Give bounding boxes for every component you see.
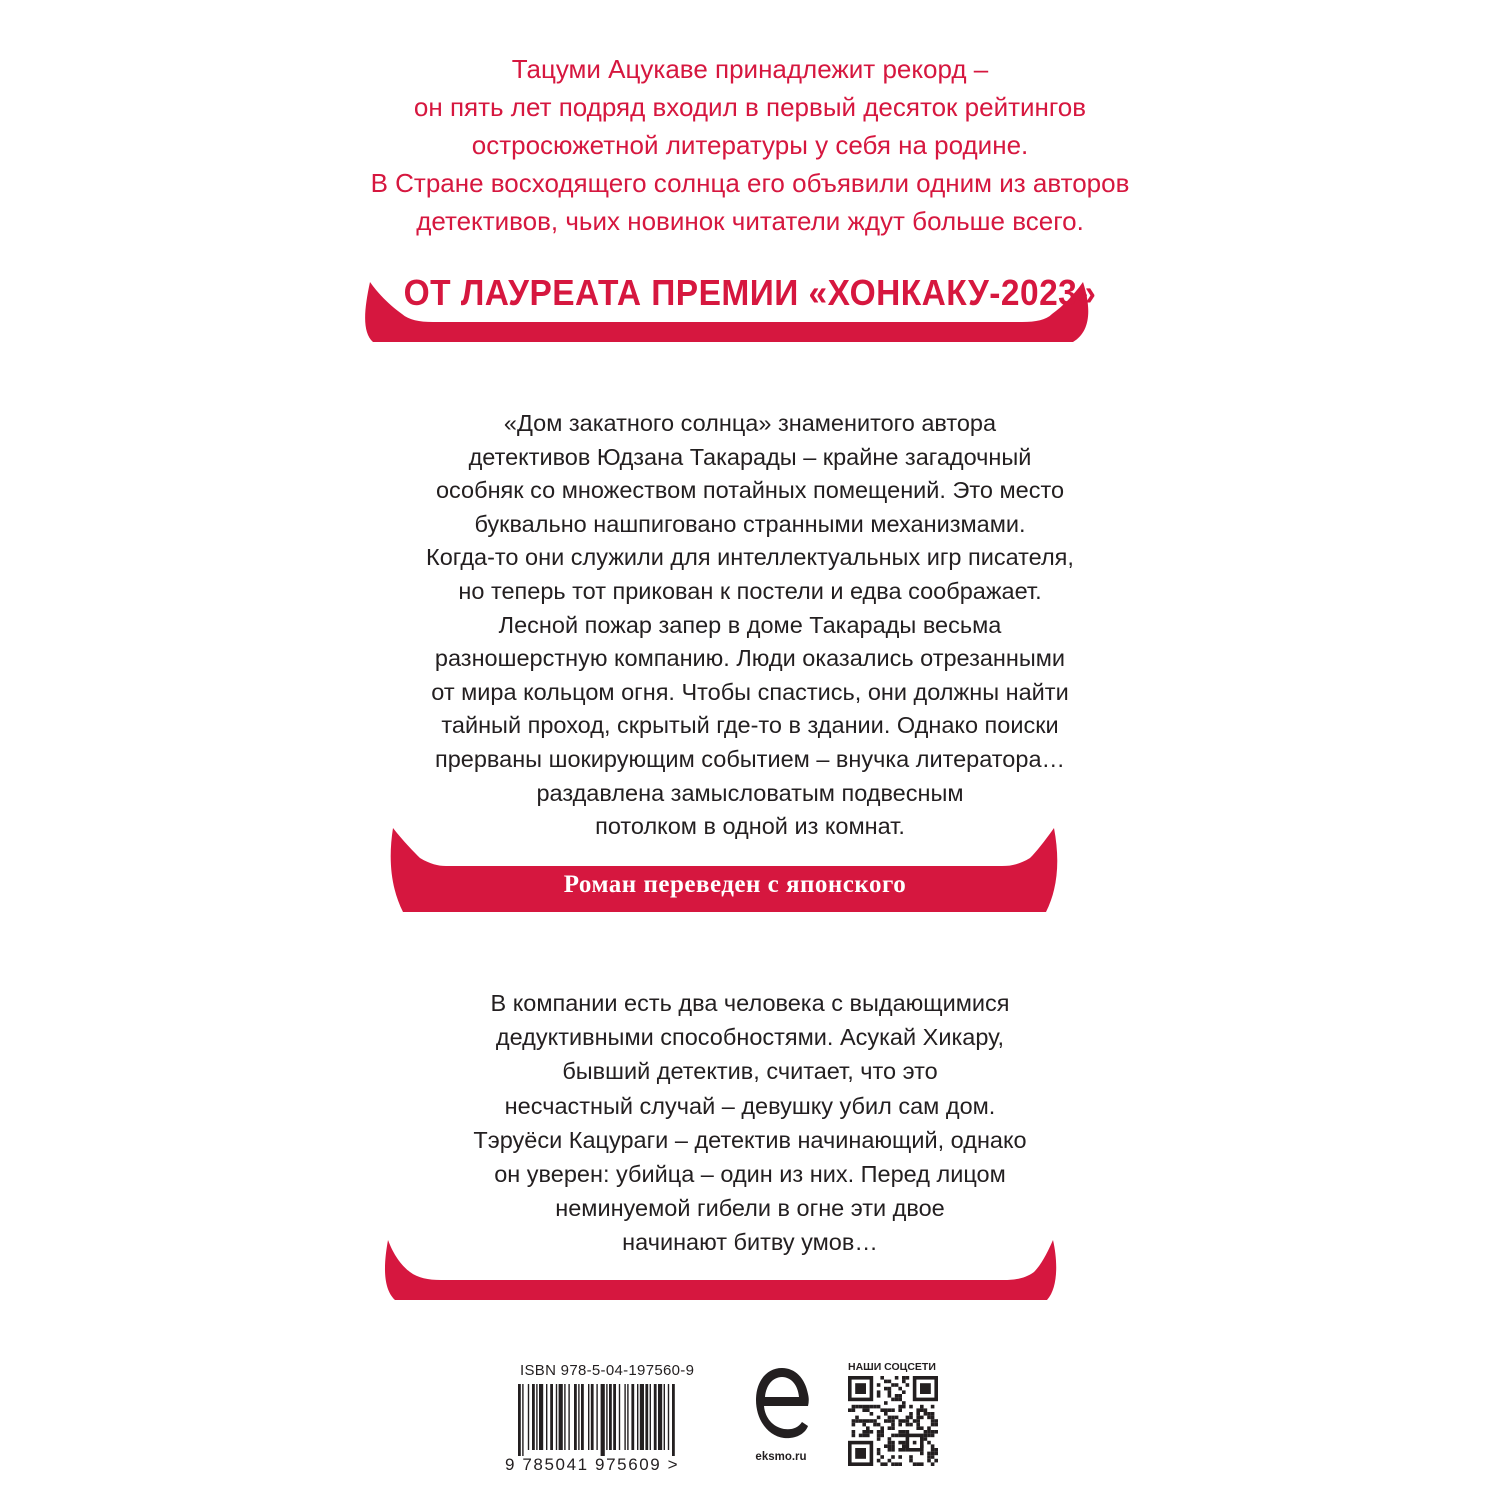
detectives-line: он уверен: убийца – один из них. Перед лицом <box>494 1161 1006 1188</box>
barcode-icon <box>518 1384 716 1456</box>
description-line: раздавлена замысловатым подвесным <box>536 779 964 806</box>
description-line: Лесной пожар запер в доме Такарады весьма <box>498 611 1002 638</box>
detectives-line: Тэруёси Кацураги – детектив начинающий, однако <box>473 1126 1027 1153</box>
detectives-line: бывший детектив, считает, что это <box>562 1058 938 1085</box>
site-url[interactable]: eksmo.ru <box>755 1451 807 1463</box>
description-line: особняк со множеством потайных помещений. Это место <box>435 477 1065 504</box>
social-label: НАШИ СОЦСЕТИ <box>848 1361 936 1373</box>
qr-code-icon <box>848 1376 938 1466</box>
eksmo-logo-icon <box>753 1364 811 1448</box>
detectives-line: несчастный случай – девушку убил сам дом. <box>504 1092 996 1119</box>
description-paragraph <box>300 407 1200 844</box>
intro-line: он пять лет подряд входил в первый десяток рейтингов <box>413 92 1087 122</box>
description-line: от мира кольцом огня. Чтобы спастись, они должны найти <box>431 678 1069 705</box>
intro-line: остросюжетной литературы у себя на родине. <box>471 130 1029 160</box>
intro-line: В Стране восходящего солнца его объявили одним из авторов <box>370 168 1130 198</box>
award-title: ОТ ЛАУРЕАТА ПРЕМИИ «ХОНКАКУ-2023» <box>403 272 1097 313</box>
barcode-digits: 9 785041 975609 > <box>505 1455 680 1474</box>
detectives-line: дедуктивными способностями. Асукай Хикару, <box>495 1024 1005 1051</box>
description-line: прерваны шокирующим событием – внучка литератора… <box>434 745 1066 772</box>
detectives-line: В компании есть два человека с выдающимися <box>490 990 1010 1016</box>
description-line: буквально нашпиговано странными механизмами. <box>474 510 1026 537</box>
description-line: тайный проход, скрытый где-то в здании. Однако поиски <box>441 712 1059 739</box>
description-line: «Дом закатного солнца» знаменитого автора <box>503 410 997 436</box>
intro-line: детективов, чьих новинок читатели ждут больше всего. <box>416 206 1084 236</box>
translation-note: Роман переведен с японского <box>563 871 907 898</box>
detectives-line: начинают битву умов… <box>622 1229 878 1256</box>
description-line: детективов Юдзана Такарады – крайне загадочный <box>468 443 1032 470</box>
description-line: но теперь тот прикован к постели и едва соображает. <box>458 577 1042 604</box>
isbn-label: ISBN 978-5-04-197560-9 <box>520 1362 695 1379</box>
detectives-line: неминуемой гибели в огне эти двое <box>555 1195 945 1222</box>
description-line: потолком в одной из комнат. <box>595 813 905 840</box>
description-line: Когда-то они служили для интеллектуальных игр писателя, <box>426 544 1074 571</box>
intro-line: Тацуми Ацукаве принадлежит рекорд – <box>511 54 989 84</box>
detectives-paragraph <box>300 986 1200 1260</box>
description-line: разношерстную компанию. Люди оказались отрезанными <box>434 645 1066 672</box>
